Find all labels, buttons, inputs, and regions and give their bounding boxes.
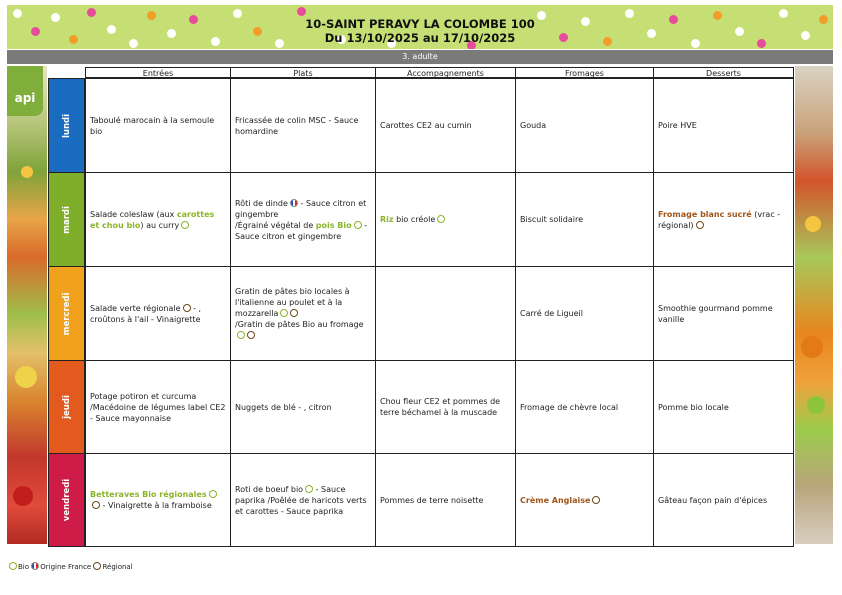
cell-vendredi-entree: Betteraves Bio régionales - Vinaigrette à la framboise — [85, 453, 231, 547]
day-label-mercredi: mercredi — [48, 266, 85, 361]
cell-mercredi-accompagnement — [375, 266, 516, 361]
regional-label-icon — [247, 331, 255, 339]
cell-vendredi-accompagnement: Pommes de terre noisette — [375, 453, 516, 547]
vegetables-right-image — [795, 66, 833, 544]
column-header-fromages: Fromages — [515, 67, 654, 78]
day-label-lundi: lundi — [48, 78, 85, 173]
cell-lundi-plat: Fricassée de colin MSC - Sauce homardine — [230, 78, 376, 173]
cell-lundi-fromage: Gouda — [515, 78, 654, 173]
api-logo: api — [7, 66, 43, 116]
cell-mercredi-plat: Gratin de pâtes bio locales à l'italienne au poulet et à la mozzarella /Gratin de pâtes Bio au fromage — [230, 266, 376, 361]
cell-mardi-accompagnement: Riz bio créole — [375, 172, 516, 267]
cell-mardi-fromage: Biscuit solidaire — [515, 172, 654, 267]
legend-regional: Régional — [102, 563, 133, 571]
column-header-desserts: Desserts — [653, 67, 794, 78]
day-label-vendredi: vendredi — [48, 453, 85, 547]
regional-label-icon — [592, 496, 600, 504]
bio-label-icon — [280, 309, 288, 317]
cell-lundi-accompagnement: Carottes CE2 au cumin — [375, 78, 516, 173]
column-header-accompagnements: Accompagnements — [375, 67, 516, 78]
cell-jeudi-accompagnement: Chou fleur CE2 et pommes de terre béchamel à la muscade — [375, 360, 516, 454]
cell-lundi-entree: Taboulé marocain à la semoule bio — [85, 78, 231, 173]
header-banner — [7, 5, 833, 49]
bio-label-icon — [181, 221, 189, 229]
bio-label-icon — [209, 490, 217, 498]
bio-label-icon — [354, 221, 362, 229]
column-header-plats: Plats — [230, 67, 376, 78]
cell-mardi-plat: Rôti de dinde - Sauce citron et gingembre /Égrainé végétal de pois Bio - Sauce citron et gingembre — [230, 172, 376, 267]
legend — [9, 562, 133, 571]
cell-mercredi-fromage: Carré de Ligueil — [515, 266, 654, 361]
cell-vendredi-plat: Roti de boeuf bio - Sauce paprika /Poêlée de haricots verts et carottes - Sauce paprika — [230, 453, 376, 547]
cell-jeudi-entree: Potage potiron et curcuma /Macédoine de légumes label CE2 - Sauce mayonnaise — [85, 360, 231, 454]
cell-mercredi-entree: Salade verte régionale - , croûtons à l'ail - Vinaigrette — [85, 266, 231, 361]
regional-label-icon — [92, 501, 100, 509]
bio-label-icon — [305, 485, 313, 493]
cell-jeudi-fromage: Fromage de chèvre local — [515, 360, 654, 454]
bio-label-icon — [437, 215, 445, 223]
legend-france: Origine France — [40, 563, 92, 571]
cell-vendredi-fromage: Crème Anglaise — [515, 453, 654, 547]
regional-label-icon — [183, 304, 191, 312]
cell-mardi-entree: Salade coleslaw (aux carottes et chou bio) au curry — [85, 172, 231, 267]
day-label-jeudi: jeudi — [48, 360, 85, 454]
category-bar: 3. adulte — [7, 50, 833, 64]
origine-france-icon — [31, 562, 39, 570]
cell-jeudi-plat: Nuggets de blé - , citron — [230, 360, 376, 454]
cell-mercredi-dessert: Smoothie gourmand pomme vanille — [653, 266, 794, 361]
cell-vendredi-dessert: Gâteau façon pain d'épices — [653, 453, 794, 547]
column-header-entrees: Entrées — [85, 67, 231, 78]
menu-dates: Du 13/10/2025 au 17/10/2025 — [324, 31, 516, 45]
cell-jeudi-dessert: Pomme bio locale — [653, 360, 794, 454]
vegetables-left-image — [7, 66, 47, 544]
regional-label-icon — [696, 221, 704, 229]
menu-title: 10-SAINT PERAVY LA COLOMBE 100 — [305, 17, 535, 31]
cell-mardi-dessert: Fromage blanc sucré (vrac - régional) — [653, 172, 794, 267]
regional-label-icon — [93, 562, 101, 570]
day-label-mardi: mardi — [48, 172, 85, 267]
cell-lundi-dessert: Poire HVE — [653, 78, 794, 173]
legend-bio: Bio — [18, 563, 30, 571]
regional-label-icon — [290, 309, 298, 317]
origine-france-icon — [290, 199, 298, 207]
bio-label-icon — [237, 331, 245, 339]
bio-label-icon — [9, 562, 17, 570]
